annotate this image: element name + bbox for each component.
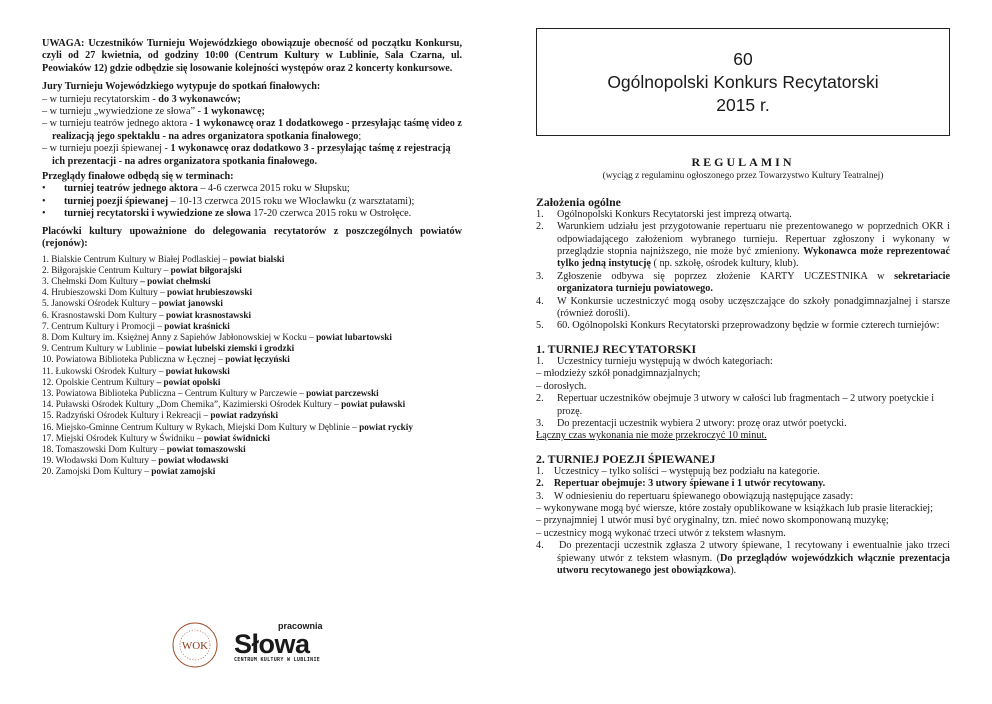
place-item [42,321,462,332]
t2-dash-list [536,503,950,540]
zalozenia-text: W Konkursie uczestniczyć mogą osoby uczęszczające do szkoły ponadgimnazjalnej i starsze (również dorośli). [557,295,950,320]
place-item [42,265,462,276]
t1-item [536,418,950,430]
place-district: powiat włodawski [158,455,229,466]
t1-item [536,393,950,418]
jury-item [42,118,462,143]
title-line-2: Ogólnopolski Konkurs Recytatorski [607,71,879,92]
place-item [42,354,462,365]
t1-text: Do prezentacji uczestnik wybiera 2 utwory: prozę oraz utwór poetycki. [557,417,847,429]
place-number: 3. [42,275,49,286]
t2-dash-item: – uczestnicy mogą wykonać trzeci utwór z tekstem własnym. [536,527,786,539]
t2-item-3: 3. W odniesieniu do repertuaru śpiewanego obowiązują następujące zasady: [536,490,854,502]
zalozenia-list [536,209,950,333]
zalozenia-text-end: ( np. szkołę, ośrodek kultury, klub). [650,258,799,270]
jury-item-text: – w turnieju „wywiedzione ze słowa” - [42,106,204,118]
zalozenia-item [536,296,950,321]
finals-item [42,183,462,195]
place-number: 11. [42,365,54,376]
jury-item [42,143,462,168]
bullet-icon: • [42,183,46,195]
place-district: powiat bialski [229,253,285,264]
place-number: 6. [42,309,49,320]
t1-item [536,356,950,368]
place-name: Powiatowa Biblioteka Publiczna – Centrum Kultury w Parczewie – [55,387,307,398]
zalozenia-number: 4. [536,295,544,307]
bullet-icon: • [42,195,46,207]
jury-item [42,106,462,118]
t1-number: 1. [536,355,544,367]
place-district: powiat hrubieszowski [167,287,253,298]
place-item [42,343,462,354]
place-number: 9. [42,343,49,354]
place-number: 8. [42,331,49,342]
turniej-poezji-heading: 2. TURNIEJ POEZJI ŚPIEWANEJ [536,451,716,466]
turniej-recytatorski-heading: 1. TURNIEJ RECYTATORSKI [536,341,697,356]
turniej-recytatorski-list [536,356,950,430]
finals-title: Przeglądy finałowe odbędą się w terminach: [42,171,234,183]
jury-item [42,94,462,106]
place-district: powiat radzyński [210,410,279,421]
t1-text: – młodzieży szkół ponadgimnazjalnych; [536,368,701,380]
finals-item-name: turniej poezji śpiewanej [64,195,169,207]
finals-item-name: turniej teatrów jednego aktora [64,183,198,195]
logos [170,620,370,670]
place-number: 18. [42,443,54,454]
place-district: powiat biłgorajski [170,264,242,275]
place-district: – powiat opolski [156,376,221,387]
place-number: 13. [42,387,54,398]
place-district: powiat tomaszowski [166,443,246,454]
place-number: 16. [42,421,54,432]
zalozenia-item [536,271,950,296]
place-item [42,377,462,388]
t2-item-4: 4. Do prezentacji uczestnik zgłasza 2 utwory śpiewane, 1 recytowany i ewentualnie jako trzeci śpiewany utwór z tekstem własnym. (Do przeglądów wojewódzkich włącznie prezentacja utworu recytowanego jest obowiązkowa). [536,540,950,576]
finals-item [42,196,462,208]
place-name: Dom Kultury im. Księżnej Anny z Sapiehów Jabłonowskiej w Kocku – [51,331,317,342]
place-item [42,444,462,455]
place-number: 5. [42,298,49,309]
title-box [536,28,950,136]
finals-list [42,183,462,220]
place-number: 20. [42,466,54,477]
place-name: Włodawski Dom Kultury – [55,455,159,466]
place-item [42,298,462,309]
places-list [42,254,462,478]
zalozenia-heading: Założenia ogólne [536,194,621,209]
place-name: Puławski Ośrodek Kultury „Dom Chemika”, Kazimierski Ośrodek Kultury – [55,399,342,410]
logo-small-text: pracownia [278,621,323,631]
place-name: Janowski Ośrodek Kultury – [51,298,159,309]
place-name: Chełmski Dom Kultury [51,275,141,286]
t2-dash-item: – przynajmniej 1 utwór musi być oryginalny, tzn. mieć nowo skomponowaną muzykę; [536,515,889,527]
t1-text: Uczestnicy turnieju występują w dwóch kategoriach: [557,355,773,367]
place-name: Centrum Kultury w Lublinie – [51,343,166,354]
place-name: Bialskie Centrum Kultury w Białej Podlaskiej – [51,253,230,264]
jury-item-bold: do 3 wykonawców; [158,93,241,105]
zalozenia-number: 3. [536,270,544,282]
place-number: 4. [42,287,49,298]
place-number: 15. [42,410,54,421]
place-name: Centrum Kultury i Promocji – [51,320,165,331]
title-line-1: 60 [733,48,753,69]
zalozenia-text: Zgłoszenie odbywa się poprzez złożenie KARTY UCZESTNIKA w [557,270,895,282]
place-item [42,455,462,466]
t1-number: 2. [536,393,544,405]
finals-item [42,208,462,220]
zalozenia-text: 60. Ogólnopolski Konkurs Recytatorski przeprowadzony będzie w formie czterech turniejów: [557,320,940,332]
jury-item-bold: 1 wykonawcę oraz dodatkowo 3 - przesyłając taśmę z rejestracją ich prezentacji - na adres organizatora spotkania finałowego. [52,143,451,167]
t1-text: – dorosłych. [536,380,587,392]
place-district: powiat łęczyński [225,354,290,365]
t2-item-2: 2. Repertuar obejmuje: 3 utwory śpiewane i 1 utwór recytowany. [536,478,826,490]
place-number: 14. [42,399,54,410]
place-number: 1. [42,253,49,264]
title-line-3: 2015 r. [716,94,770,115]
left-column [42,38,462,478]
place-name: Hrubieszowski Dom Kultury – [51,287,168,298]
jury-item-text: – w turnieju recytatorskim - [42,93,159,105]
place-name: Radzyński Ośrodek Kultury i Rekreacji – [55,410,211,421]
place-name: Biłgorajskie Centrum Kultury – [51,264,171,275]
place-number: 12. [42,376,54,387]
place-district: powiat łukowski [165,365,230,376]
place-number: 7. [42,320,49,331]
place-district: powiat ryckiy [359,421,413,432]
bullet-icon: • [42,208,46,220]
zalozenia-text: Ogólnopolski Konkurs Recytatorski jest imprezą otwartą. [557,208,792,220]
place-item [42,254,462,265]
finals-item-name: turniej recytatorski i wywiedzione ze słowa [64,208,251,220]
place-item [42,310,462,321]
place-name: Powiatowa Biblioteka Publiczna w Łęcznej – [55,354,226,365]
t1-text: Repertuar uczestników obejmuje 3 utwory w całości lub fragmentach – 2 utwory poetyckie i prozę. [557,393,935,417]
pracownia-slowa-logo [234,622,323,663]
place-district: powiat puławski [341,399,406,410]
zalozenia-item [536,209,950,221]
regulamin-subtitle: (wyciąg z regulaminu ogłoszonego przez Towarzystwo Kultury Teatralnej) [602,171,884,182]
place-item [42,287,462,298]
place-district: powiat krasnostawski [166,309,252,320]
place-district: powiat janowski [158,298,223,309]
place-name: Opolskie Centrum Kultury [55,376,157,387]
jury-item-bold: 1 wykonawcę; [203,106,265,118]
place-district: – powiat chełmski [140,275,211,286]
wok-logo-text: WOK [181,640,209,652]
place-name: Tomaszowski Dom Kultury – [55,443,167,454]
t2-dash-item: – wykonywane mogą być wiersze, które zostały opublikowane w książkach lub prasie literackiej; [536,502,933,514]
place-district: powiat świdnicki [203,432,270,443]
place-item [42,410,462,421]
place-district: powiat lubelski ziemski i grodzki [165,343,295,354]
place-name: Miejsko-Gminne Centrum Kultury w Rykach, Miejski Dom Kultury w Dęblinie – [55,421,360,432]
logo-big-text: Słowa [234,629,310,659]
zalozenia-number: 1. [536,208,544,220]
t1-item [536,368,950,380]
place-item [42,433,462,444]
jury-list [42,94,462,168]
regulamin-heading: REGULAMIN [691,155,795,169]
t2-item-1: 1. Uczestnicy – tylko soliści – występują bez podziału na kategorie. [536,465,820,477]
place-name: Miejski Ośrodek Kultury w Świdniku – [55,432,204,443]
right-column [536,28,950,577]
zalozenia-text: Warunkiem udziału jest przygotowanie repertuaru nie prezentowanego w poprzednich OKR i odpowiadającego założeniom wybranego turnieju. Repertuar zgłoszony i wykonany w przeglądzie stopnia najniższego, nie może być zmieniony. [557,221,950,258]
place-item [42,366,462,377]
jury-title: Jury Turnieju Wojewódzkiego wytypuje do spotkań finałowych: [42,81,321,93]
place-item [42,388,462,399]
place-district: powiat parczewski [306,387,379,398]
finals-item-text: 17-20 czerwca 2015 roku w Ostrołęce. [250,208,412,220]
place-name: Zamojski Dom Kultury – [55,466,152,477]
place-district: powiat lubartowski [316,331,392,342]
jury-item-bold: 1 wykonawcę oraz 1 dodatkowego - przesyłając taśmę video z realizacją jego spektaklu - na adres organizatora spotkania finałowego [52,118,462,142]
finals-item-text: – 4-6 czerwca 2015 roku w Słupsku; [197,183,350,195]
wok-logo-icon [170,620,220,670]
place-item [42,332,462,343]
jury-item-end: ; [358,130,362,142]
zalozenia-bold: sekretariacie organizatora turnieju powiatowego. [557,270,950,295]
t1-item [536,381,950,393]
warning-text: UWAGA: Uczestników Turnieju Wojewódzkiego obowiązuje obecność od początku Konkursu, czyli od 27 kwietnia, od godziny 10:00 (Centrum Kultury w Lublinie, Sala Czarna, ul. Peowiaków 12) gdzie odbędzie się losowanie kolejności występów oraz 2 koncerty konkursowe. [42,38,462,74]
place-item [42,422,462,433]
jury-item-text: – w turnieju poezji śpiewanej - [42,143,171,155]
place-district: powiat zamojski [151,466,216,477]
place-name: Łukowski Ośrodek Kultury – [55,365,166,376]
time-limit-note: Łączny czas wykonania nie może przekroczyć 10 minut. [536,430,767,442]
place-item [42,276,462,287]
places-title: Placówki kultury upoważnione do delegowania recytatorów z poszczególnych powiatów (rejonów): [42,225,462,250]
place-number: 2. [42,264,49,275]
place-number: 19. [42,455,54,466]
place-district: powiat kraśnicki [164,320,230,331]
jury-item-text: – w turnieju teatrów jednego aktora - [42,118,196,130]
place-number: 17. [42,432,54,443]
t1-number: 3. [536,417,544,429]
zalozenia-bold: Wykonawca może reprezentować tylko jedną instytucję [557,246,950,270]
finals-item-text: – 10-13 czerwca 2015 roku we Włocławku (z warsztatami); [168,195,415,207]
zalozenia-number: 5. [536,320,544,332]
zalozenia-number: 2. [536,221,544,233]
zalozenia-item [536,320,950,332]
zalozenia-item [536,221,950,271]
place-item [42,466,462,477]
place-item [42,399,462,410]
place-name: Krasnostawski Dom Kultury – [51,309,167,320]
logo-sub-text: CENTRUM KULTURY W LUBLINIE [234,657,321,663]
place-number: 10. [42,354,54,365]
